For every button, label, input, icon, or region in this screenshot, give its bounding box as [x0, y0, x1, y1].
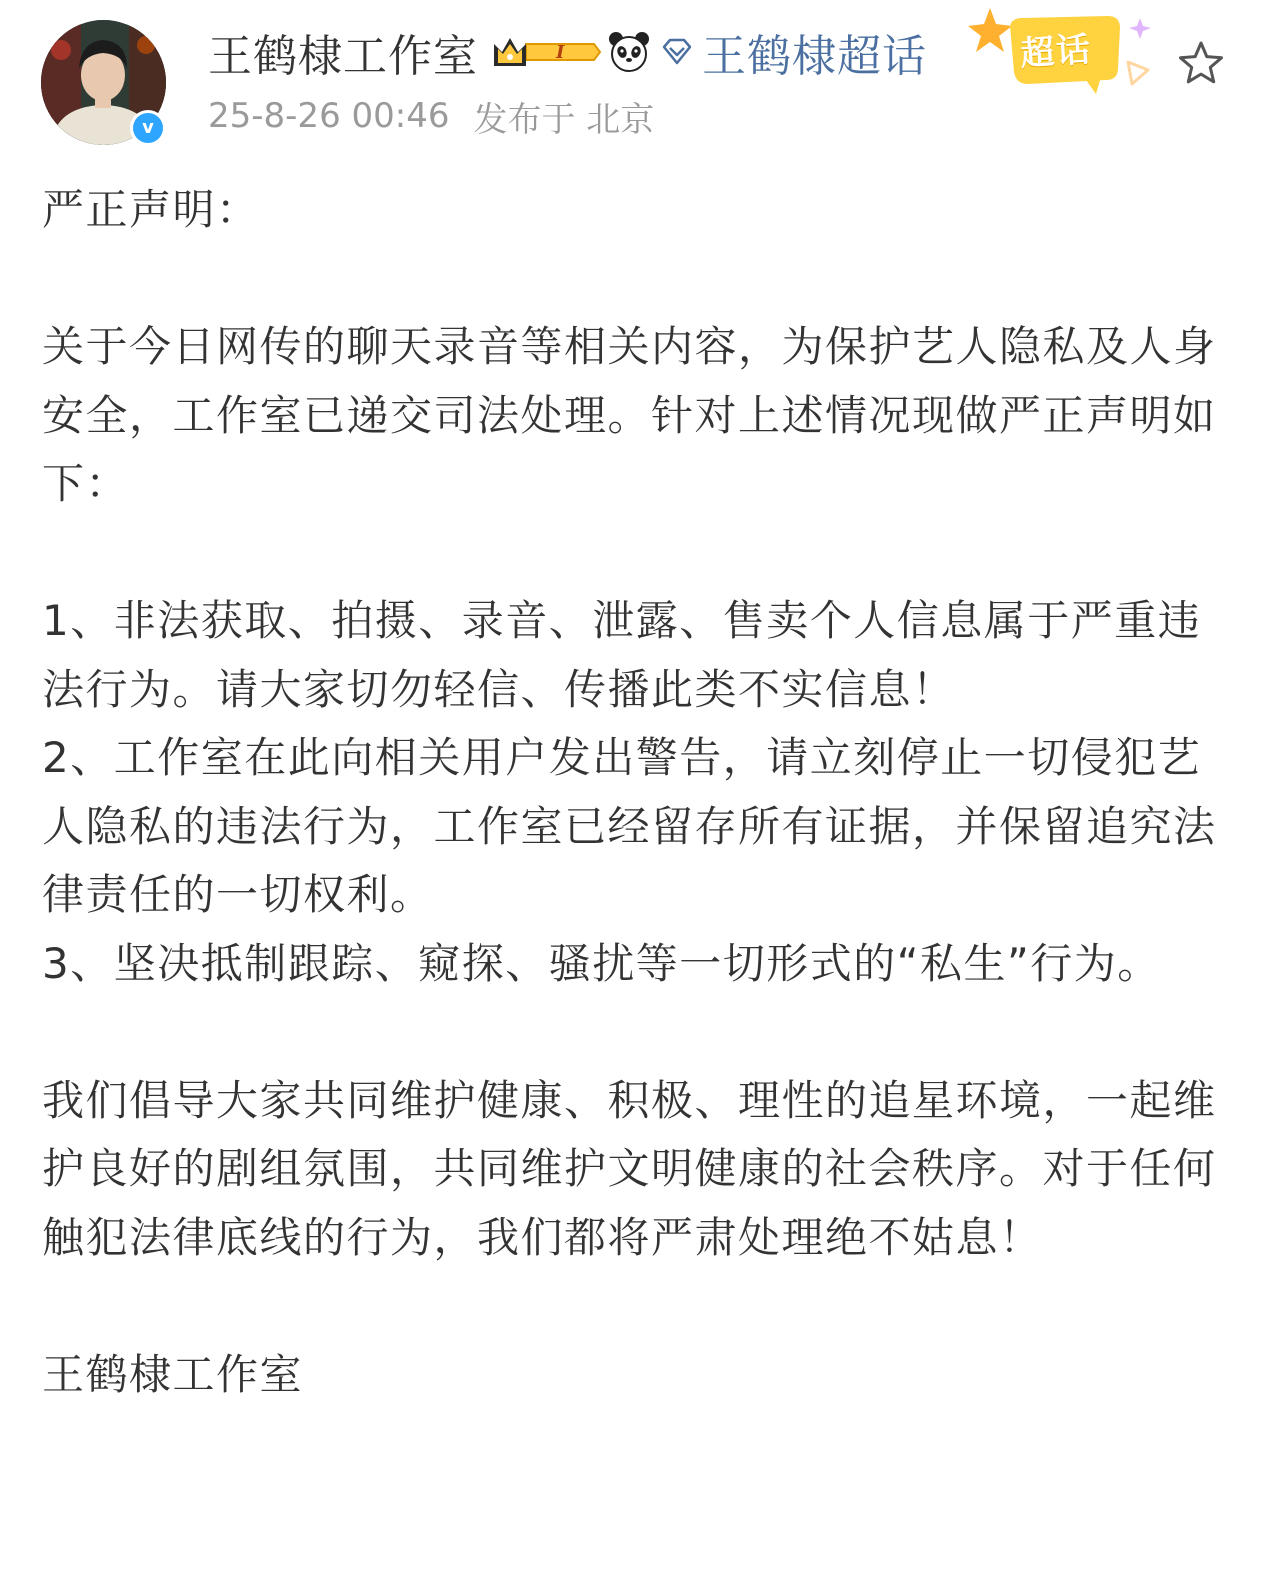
- author-row: [208, 22, 927, 82]
- supertopic-link[interactable]: 王鹤棣超话: [702, 31, 927, 82]
- spacer: [42, 519, 1242, 588]
- statement-item-1: 1、非法获取、拍摄、录音、泄露、售卖个人信息属于严重违法行为。请大家切勿轻信、传播此类不实信息！: [42, 596, 1202, 714]
- statement-item-3: 3、坚决抵制跟踪、窥探、骚扰等一切形式的“私生”行为。: [42, 938, 1161, 988]
- verified-badge-icon: v: [130, 110, 166, 146]
- statement-signature: 王鹤棣工作室: [42, 1349, 304, 1399]
- post-meta: [208, 94, 654, 138]
- favorite-star-icon[interactable]: [1176, 38, 1226, 88]
- spacer: [42, 1272, 1242, 1341]
- post-body: [42, 176, 1242, 1409]
- badge-level-text: I: [556, 42, 565, 63]
- statement-title: 严正声明：: [42, 185, 260, 234]
- crown-icon[interactable]: [490, 32, 602, 72]
- supertopic-badge-label: 超话: [1018, 29, 1094, 75]
- post-location: 发布于 北京: [473, 99, 655, 140]
- post-header: [0, 0, 1284, 160]
- statement-closing: 我们倡导大家共同维护健康、积极、理性的追星环境，一起维护良好的剧组氛围，共同维护文明健康的社会秩序。对于任何触犯法律底线的行为，我们都将严肃处理绝不姑息！: [42, 1075, 1217, 1262]
- diamond-icon: [660, 35, 694, 69]
- spacer: [42, 245, 1242, 314]
- panda-icon[interactable]: [606, 29, 652, 75]
- post-timestamp: 25-8-26 00:46: [208, 96, 450, 136]
- author-name[interactable]: 王鹤棣工作室: [208, 31, 478, 82]
- statement-item-2: 2、工作室在此向相关用户发出警告，请立刻停止一切侵犯艺人隐私的违法行为，工作室已经留存所有证据，并保留追究法律责任的一切权利。: [42, 733, 1217, 919]
- spacer: [42, 998, 1242, 1067]
- statement-intro: 关于今日网传的聊天录音等相关内容，为保护艺人隐私及人身安全，工作室已递交司法处理。针对上述情况现做严正声明如下：: [42, 322, 1217, 508]
